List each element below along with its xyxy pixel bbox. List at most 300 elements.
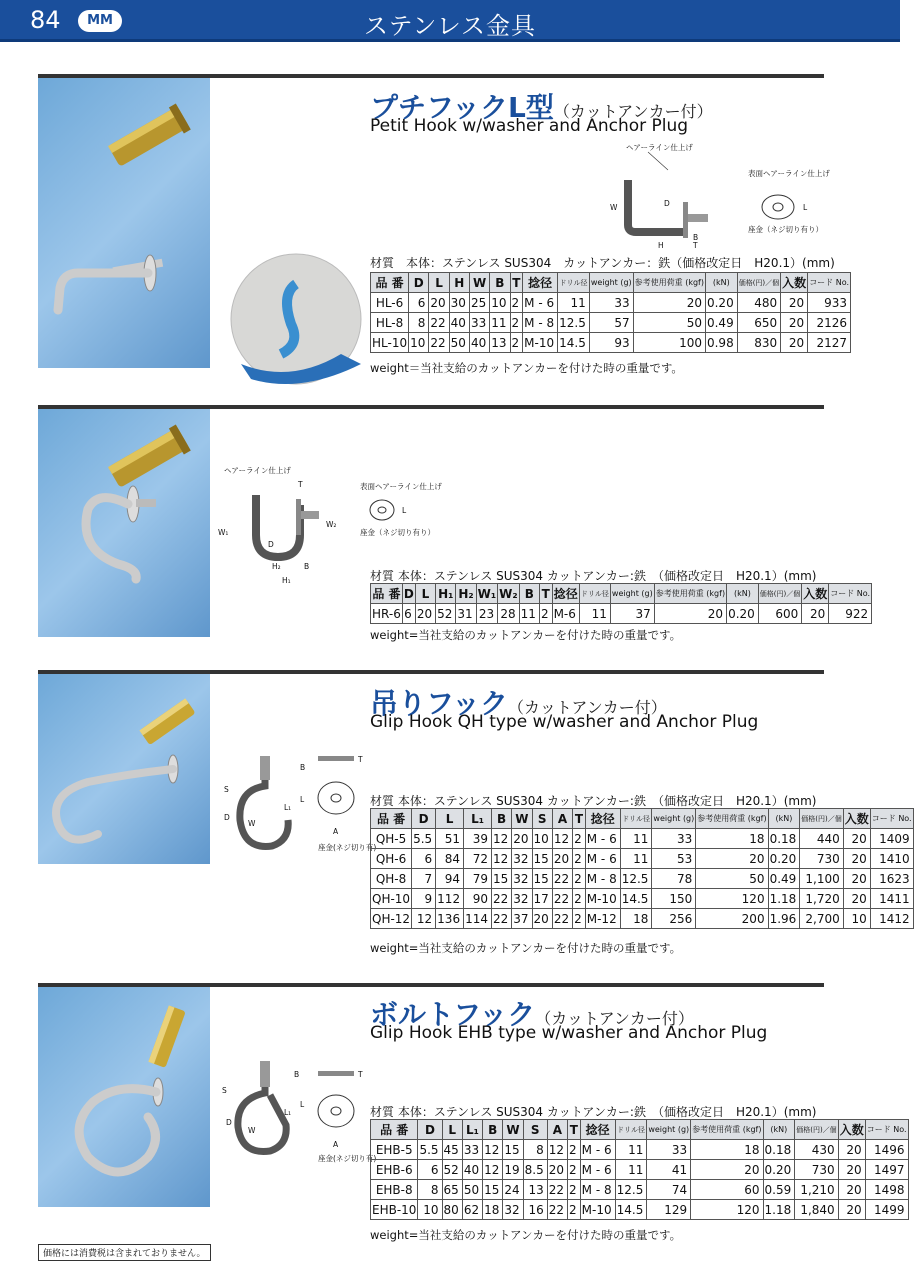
table-cell: 23 <box>476 604 498 624</box>
table-row <box>371 909 914 929</box>
table-cell: 22 <box>491 909 511 929</box>
table-cell: 12.5 <box>615 1180 647 1200</box>
table-cell: 20 <box>691 1160 763 1180</box>
table-cell: 2 <box>510 293 523 313</box>
table-cell: 7 <box>412 869 436 889</box>
hook-r-image <box>38 409 210 637</box>
svg-text:座金（ネジ切り有り）: 座金（ネジ切り有り） <box>360 528 435 537</box>
table-cell: 72 <box>464 849 492 869</box>
svg-text:座金（ネジ切り有り）: 座金（ネジ切り有り） <box>748 225 823 234</box>
table-cell: 32 <box>503 1200 523 1220</box>
col-header: T <box>573 809 586 829</box>
col-header: L₁ <box>462 1120 482 1140</box>
hook-ehb-image <box>38 987 210 1207</box>
product-photo-hl <box>38 78 210 368</box>
table-cell: M - 8 <box>523 313 558 333</box>
col-header: W₂ <box>498 584 520 604</box>
svg-text:B: B <box>294 1070 300 1079</box>
table-cell: 20 <box>838 1160 865 1180</box>
svg-text:L: L <box>803 203 808 212</box>
table-cell: 39 <box>464 829 492 849</box>
table-cell: 2 <box>510 333 523 353</box>
table-cell: 0.49 <box>768 869 800 889</box>
table-cell: 12 <box>547 1140 567 1160</box>
weight-note: weight=当社支給のカットアンカーを付けた時の重量です。 <box>370 1228 682 1242</box>
table-cell: 11 <box>519 604 539 624</box>
table-cell: M-6 <box>552 604 579 624</box>
col-header: コード No. <box>870 809 913 829</box>
spec-table-hr <box>370 583 872 624</box>
col-header: 入数 <box>781 273 808 293</box>
svg-text:B: B <box>693 233 699 242</box>
table-cell: M - 8 <box>585 869 620 889</box>
table-cell: 10 <box>490 293 510 313</box>
spec-table-hl <box>370 272 851 353</box>
svg-text:B: B <box>300 763 306 772</box>
table-cell: 200 <box>696 909 768 929</box>
table-cell: 20 <box>781 313 808 333</box>
table-cell: 11 <box>615 1140 647 1160</box>
weight-note: weight=当社支給のカットアンカーを付けた時の重量です。 <box>370 941 682 955</box>
col-header: S <box>532 809 552 829</box>
table-cell: 50 <box>462 1180 482 1200</box>
table-cell: 50 <box>696 869 768 889</box>
table-cell: 33 <box>462 1140 482 1160</box>
col-header: A <box>552 809 572 829</box>
table-cell: 62 <box>462 1200 482 1220</box>
table-cell: 6 <box>409 293 429 313</box>
table-cell: M-10 <box>585 889 620 909</box>
col-header: ドリル径 <box>620 809 652 829</box>
col-header: 参考使用荷重 (kgf) <box>654 584 726 604</box>
table-cell: 20 <box>843 889 870 909</box>
table-cell: 40 <box>469 333 489 353</box>
col-header: ドリル径 <box>558 273 590 293</box>
table-row <box>371 1140 909 1160</box>
table-cell: 20 <box>838 1180 865 1200</box>
col-header: W <box>503 1120 523 1140</box>
table-cell: 2 <box>539 604 552 624</box>
svg-text:ヘアーライン仕上げ: ヘアーライン仕上げ <box>224 466 291 475</box>
table-cell: 11 <box>615 1160 647 1180</box>
table-cell: 2127 <box>808 333 851 353</box>
dimension-diagram <box>218 1055 377 1165</box>
section-title: プチフックL型（カットアンカー付） <box>370 91 713 124</box>
svg-text:S: S <box>222 1086 227 1095</box>
table-cell: 20 <box>415 604 435 624</box>
col-header: weight (g) <box>589 273 633 293</box>
col-header: コード No. <box>808 273 851 293</box>
table-cell: M - 8 <box>580 1180 615 1200</box>
table-row <box>371 869 914 889</box>
table-cell: 112 <box>436 889 464 909</box>
svg-text:ヘアーライン仕上げ: ヘアーライン仕上げ <box>626 143 693 152</box>
table-row <box>371 1180 909 1200</box>
table-cell: 1.18 <box>763 1200 795 1220</box>
table-cell: 37 <box>610 604 654 624</box>
dimension-diagram <box>216 465 346 585</box>
table-cell: 120 <box>696 889 768 909</box>
weight-note: weight=当社支給のカットアンカーを付けた時の重量です。 <box>370 628 682 642</box>
svg-text:L: L <box>300 795 305 804</box>
table-row <box>371 604 872 624</box>
table-cell: 256 <box>652 909 696 929</box>
col-header: weight (g) <box>610 584 654 604</box>
col-header: 価格(円)／個 <box>737 273 780 293</box>
table-header-row <box>371 584 872 604</box>
svg-text:H: H <box>658 241 664 250</box>
table-cell: 8 <box>409 313 429 333</box>
table-cell: 8.5 <box>523 1160 547 1180</box>
svg-text:T: T <box>298 480 303 489</box>
table-cell: 440 <box>800 829 843 849</box>
table-row <box>371 1200 909 1220</box>
table-cell: 28 <box>498 604 520 624</box>
installed-hook-image <box>221 244 371 394</box>
table-cell: 14.5 <box>558 333 590 353</box>
table-cell: 84 <box>436 849 464 869</box>
table-cell: 15 <box>532 869 552 889</box>
svg-text:B: B <box>304 562 310 571</box>
table-cell: 65 <box>442 1180 462 1200</box>
svg-text:D: D <box>664 199 670 208</box>
table-cell: M - 6 <box>523 293 558 313</box>
col-header: T <box>510 273 523 293</box>
table-cell: 1410 <box>870 849 913 869</box>
table-cell: 11 <box>620 829 652 849</box>
table-row <box>371 313 851 333</box>
table-cell: 41 <box>647 1160 691 1180</box>
table-cell: 129 <box>647 1200 691 1220</box>
table-cell: 22 <box>429 313 449 333</box>
svg-text:座金(ネジ切り有): 座金(ネジ切り有) <box>318 1154 377 1163</box>
table-cell: 0.20 <box>763 1160 795 1180</box>
col-header: 捻径 <box>585 809 620 829</box>
col-header: L₁ <box>464 809 492 829</box>
table-cell: 20 <box>781 293 808 313</box>
col-header: D <box>418 1120 442 1140</box>
table-cell: 20 <box>552 849 572 869</box>
section-ehb <box>38 983 907 1243</box>
table-cell: 0.20 <box>705 293 737 313</box>
section-subtitle: Glip Hook EHB type w/washer and Anchor Plug <box>370 1023 768 1043</box>
table-cell: 45 <box>442 1140 462 1160</box>
dimension-diagram <box>598 140 828 250</box>
table-cell: 22 <box>552 889 572 909</box>
table-cell: 78 <box>652 869 696 889</box>
table-cell: 12 <box>491 829 511 849</box>
col-header: ドリル径 <box>579 584 610 604</box>
table-cell: 20 <box>838 1140 865 1160</box>
material-text: 材質 本体：ステンレス SUS304 カットアンカー:鉄 （価格改定日 H20.1）(mm) <box>370 569 817 583</box>
table-header-row <box>371 1120 909 1140</box>
product-code-cell: QH-8 <box>371 869 412 889</box>
table-row <box>371 293 851 313</box>
table-cell: 1,840 <box>795 1200 838 1220</box>
product-code-cell: EHB-5 <box>371 1140 418 1160</box>
table-cell: 52 <box>436 604 456 624</box>
table-cell: 20 <box>512 829 532 849</box>
table-cell: 25 <box>469 293 489 313</box>
table-row <box>371 889 914 909</box>
table-cell: 430 <box>795 1140 838 1160</box>
table-cell: 1499 <box>865 1200 908 1220</box>
col-header: コード No. <box>865 1120 908 1140</box>
col-header: T <box>568 1120 581 1140</box>
col-header: 入数 <box>802 584 829 604</box>
table-cell: M - 6 <box>585 849 620 869</box>
table-cell: 30 <box>449 293 469 313</box>
svg-text:S: S <box>224 785 229 794</box>
col-header: 価格(円)／個 <box>800 809 843 829</box>
svg-text:D: D <box>226 1118 232 1127</box>
product-code-cell: QH-10 <box>371 889 412 909</box>
table-cell: 11 <box>558 293 590 313</box>
col-header: T <box>539 584 552 604</box>
table-cell: 12 <box>483 1140 503 1160</box>
table-header-row <box>371 273 851 293</box>
svg-text:H₂: H₂ <box>272 562 281 571</box>
section-title: 吊りフック（カットアンカー付） <box>370 687 667 720</box>
product-photo-qh <box>38 674 210 864</box>
table-cell: 830 <box>737 333 780 353</box>
svg-text:D: D <box>224 813 230 822</box>
table-cell: 1498 <box>865 1180 908 1200</box>
table-cell: 1409 <box>870 829 913 849</box>
col-header: 参考使用荷重 (kgf) <box>696 809 768 829</box>
page-header <box>0 0 900 42</box>
svg-text:L: L <box>300 1100 305 1109</box>
table-cell: 40 <box>449 313 469 333</box>
page-title: ステンレス金具 <box>364 12 536 40</box>
product-code-cell: HR-6 <box>371 604 403 624</box>
product-photo-hr <box>38 409 210 637</box>
hook-l-image <box>38 78 210 368</box>
col-header: L <box>442 1120 462 1140</box>
table-cell: 24 <box>503 1180 523 1200</box>
table-cell: 1623 <box>870 869 913 889</box>
table-cell: 16 <box>523 1200 547 1220</box>
svg-text:L₁: L₁ <box>284 803 292 812</box>
svg-text:W: W <box>610 203 618 212</box>
table-cell: 5.5 <box>412 829 436 849</box>
svg-text:A: A <box>333 1140 339 1149</box>
product-code-cell: QH-6 <box>371 849 412 869</box>
table-cell: 53 <box>652 849 696 869</box>
table-cell: 2 <box>510 313 523 333</box>
table-cell: M-10 <box>523 333 558 353</box>
svg-text:表面ヘアーライン仕上げ: 表面ヘアーライン仕上げ <box>748 169 830 178</box>
table-cell: 32 <box>512 889 532 909</box>
table-cell: 1,720 <box>800 889 843 909</box>
table-cell: 8 <box>418 1180 442 1200</box>
table-cell: 52 <box>442 1160 462 1180</box>
table-cell: 0.20 <box>727 604 759 624</box>
table-cell: 20 <box>843 829 870 849</box>
table-cell: 650 <box>737 313 780 333</box>
table-cell: 0.18 <box>763 1140 795 1160</box>
svg-text:W₂: W₂ <box>326 520 337 529</box>
table-row <box>371 829 914 849</box>
section-title: ボルトフック（カットアンカー付） <box>370 998 694 1031</box>
table-cell: 13 <box>490 333 510 353</box>
table-cell: 90 <box>464 889 492 909</box>
table-cell: 15 <box>491 869 511 889</box>
table-cell: 1411 <box>870 889 913 909</box>
table-cell: 17 <box>532 889 552 909</box>
svg-text:L: L <box>402 506 407 515</box>
table-cell: 79 <box>464 869 492 889</box>
table-cell: 8 <box>523 1140 547 1160</box>
table-cell: 2 <box>568 1200 581 1220</box>
table-cell: 18 <box>696 829 768 849</box>
table-cell: 12 <box>412 909 436 929</box>
table-cell: 10 <box>843 909 870 929</box>
table-cell: 1,210 <box>795 1180 838 1200</box>
col-header: 価格(円)／個 <box>758 584 801 604</box>
table-cell: 12.5 <box>558 313 590 333</box>
table-cell: 10 <box>418 1200 442 1220</box>
col-header: 入数 <box>838 1120 865 1140</box>
table-cell: 2 <box>568 1160 581 1180</box>
table-cell: 1.96 <box>768 909 800 929</box>
table-cell: 40 <box>462 1160 482 1180</box>
table-cell: 6 <box>402 604 415 624</box>
tax-note: 価格には消費税は含まれておりません。 <box>38 1244 211 1261</box>
table-cell: M-12 <box>585 909 620 929</box>
table-cell: 100 <box>633 333 705 353</box>
table-cell: 6 <box>412 849 436 869</box>
table-cell: 0.49 <box>705 313 737 333</box>
svg-text:H₁: H₁ <box>282 576 291 585</box>
table-cell: 20 <box>532 909 552 929</box>
col-header: L <box>415 584 435 604</box>
product-code-cell: EHB-8 <box>371 1180 418 1200</box>
table-cell: 19 <box>503 1160 523 1180</box>
table-cell: 5.5 <box>418 1140 442 1160</box>
svg-text:L₁: L₁ <box>284 1108 292 1117</box>
table-cell: 93 <box>589 333 633 353</box>
table-cell: 20 <box>429 293 449 313</box>
table-cell: 22 <box>547 1200 567 1220</box>
table-cell: 22 <box>552 869 572 889</box>
table-cell: 94 <box>436 869 464 889</box>
table-header-row <box>371 809 914 829</box>
table-cell: 22 <box>491 889 511 909</box>
table-cell: 11 <box>620 849 652 869</box>
table-cell: 120 <box>691 1200 763 1220</box>
product-code-cell: HL-6 <box>371 293 409 313</box>
section-subtitle: Glip Hook QH type w/washer and Anchor Plug <box>370 712 759 732</box>
table-cell: 136 <box>436 909 464 929</box>
table-cell: M - 6 <box>585 829 620 849</box>
product-photo-ehb <box>38 987 210 1207</box>
table-cell: 150 <box>652 889 696 909</box>
col-header: 品 番 <box>371 809 412 829</box>
col-header: (kN) <box>763 1120 795 1140</box>
table-cell: 14.5 <box>620 889 652 909</box>
table-cell: 9 <box>412 889 436 909</box>
table-cell: 20 <box>696 849 768 869</box>
material-text: 材質 本体：ステンレス SUS304 カットアンカー：鉄（価格改定日 H20.1）(mm) <box>370 256 835 270</box>
table-cell: 10 <box>532 829 552 849</box>
table-cell: 1,100 <box>800 869 843 889</box>
table-cell: 33 <box>589 293 633 313</box>
table-cell: 20 <box>633 293 705 313</box>
svg-text:A: A <box>333 827 339 836</box>
col-header: 捻径 <box>552 584 579 604</box>
table-cell: 0.98 <box>705 333 737 353</box>
table-cell: 10 <box>409 333 429 353</box>
table-cell: 480 <box>737 293 780 313</box>
brand-logo: MM <box>78 10 122 32</box>
col-header: D <box>409 273 429 293</box>
table-cell: 2 <box>568 1180 581 1200</box>
section-subtitle: Petit Hook w/washer and Anchor Plug <box>370 116 689 136</box>
col-header: 品 番 <box>371 1120 418 1140</box>
col-header: W₁ <box>476 584 498 604</box>
table-cell: 1412 <box>870 909 913 929</box>
spec-table-qh <box>370 808 914 929</box>
table-cell: 80 <box>442 1200 462 1220</box>
table-cell: 57 <box>589 313 633 333</box>
col-header: (kN) <box>727 584 759 604</box>
table-cell: 32 <box>512 869 532 889</box>
table-cell: 20 <box>654 604 726 624</box>
page-number: 84 <box>30 6 61 34</box>
table-cell: 51 <box>436 829 464 849</box>
table-cell: 22 <box>547 1180 567 1200</box>
table-cell: M-10 <box>580 1200 615 1220</box>
dimension-diagram <box>218 750 377 860</box>
col-header: コード No. <box>829 584 872 604</box>
table-cell: 600 <box>758 604 801 624</box>
table-cell: 33 <box>469 313 489 333</box>
table-cell: 20 <box>802 604 829 624</box>
table-cell: 20 <box>547 1160 567 1180</box>
col-header: D <box>402 584 415 604</box>
col-header: (kN) <box>705 273 737 293</box>
table-cell: 2 <box>573 869 586 889</box>
table-cell: M - 6 <box>580 1140 615 1160</box>
table-cell: 18 <box>691 1140 763 1160</box>
table-cell: 730 <box>795 1160 838 1180</box>
table-cell: 32 <box>512 849 532 869</box>
table-cell: 114 <box>464 909 492 929</box>
material-text: 材質 本体：ステンレス SUS304 カットアンカー:鉄 （価格改定日 H20.1）(mm) <box>370 1105 817 1119</box>
table-cell: 2 <box>573 889 586 909</box>
table-cell: 0.20 <box>768 849 800 869</box>
table-cell: 2126 <box>808 313 851 333</box>
table-cell: 15 <box>532 849 552 869</box>
table-cell: 0.18 <box>768 829 800 849</box>
col-header: W <box>469 273 489 293</box>
table-cell: 20 <box>781 333 808 353</box>
svg-text:W₁: W₁ <box>218 528 229 537</box>
table-cell: 31 <box>456 604 476 624</box>
table-cell: 14.5 <box>615 1200 647 1220</box>
svg-text:座金(ネジ切り有): 座金(ネジ切り有) <box>318 843 377 852</box>
table-cell: 12 <box>483 1160 503 1180</box>
table-cell: 15 <box>483 1180 503 1200</box>
table-cell: 22 <box>429 333 449 353</box>
table-cell: 13 <box>523 1180 547 1200</box>
section-hr <box>38 405 871 645</box>
col-header: B <box>490 273 510 293</box>
hook-qh-image <box>38 674 210 864</box>
col-header: 品 番 <box>371 273 409 293</box>
product-code-cell: EHB-10 <box>371 1200 418 1220</box>
